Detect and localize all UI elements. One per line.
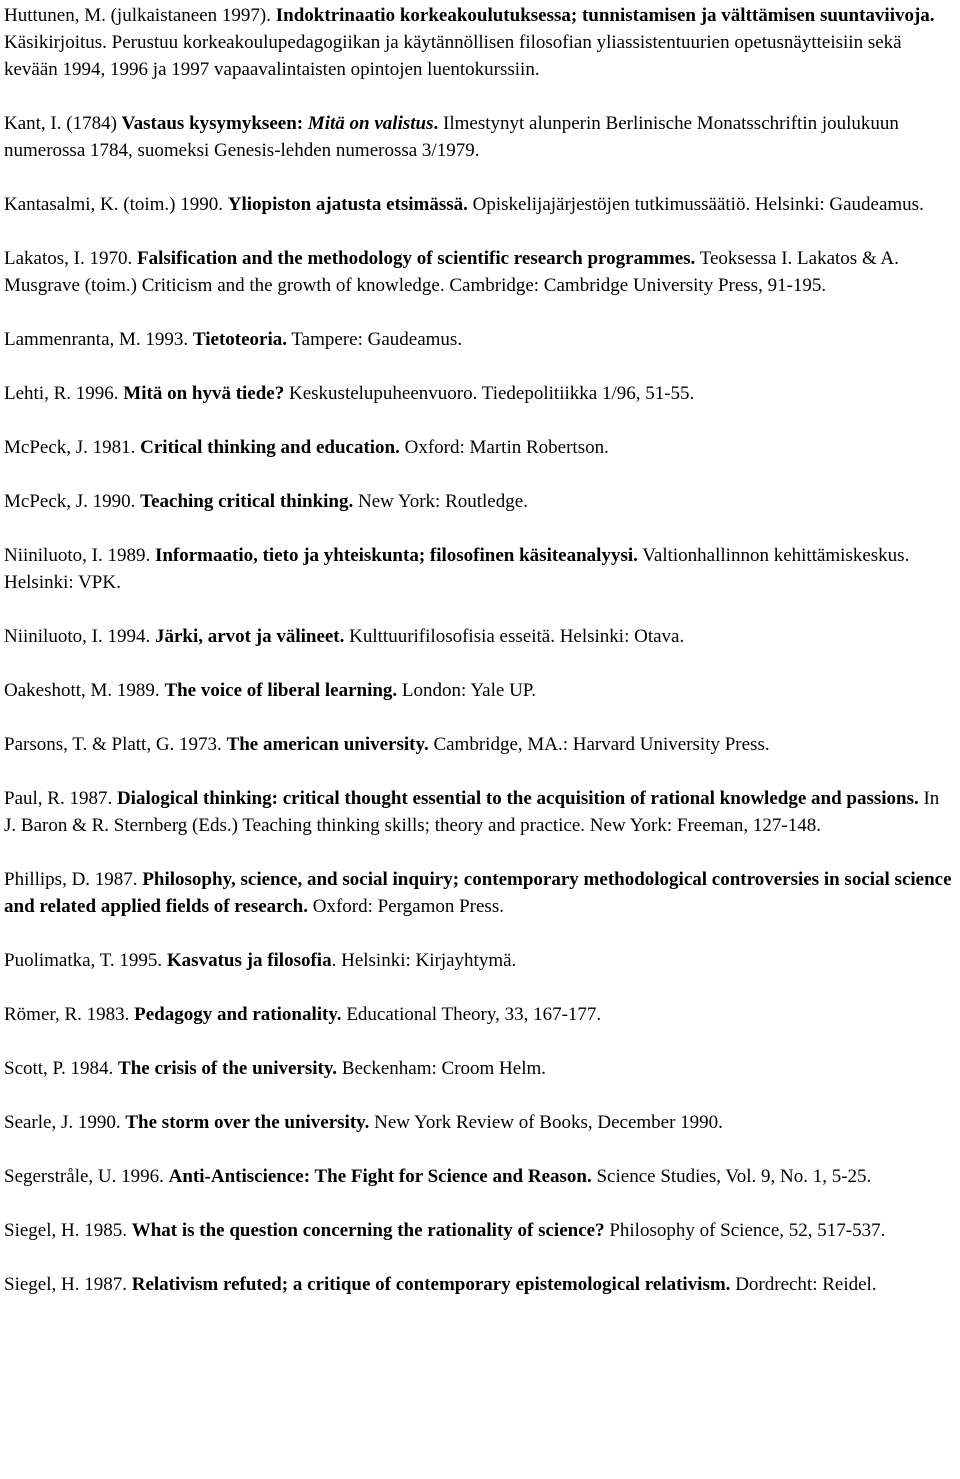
reference-entry: Kant, I. (1784) Vastaus kysymykseen: Mitä on valistus. Ilmestynyt alunperin Berlinische Monatsschriftin joulukuun numerossa 1784, suomeksi Genesis-lehden numerossa 3/1979. xyxy=(4,113,899,161)
reference-entry: Römer, R. 1983. Pedagogy and rationality. Educational Theory, 33, 167-177. xyxy=(4,1004,602,1025)
reference-entry: Niiniluoto, I. 1994. Järki, arvot ja välineet. Kulttuurifilosofisia esseitä. Helsinki: Otava. xyxy=(4,626,685,647)
reference-entry: Siegel, H. 1985. What is the question concerning the rationality of science? Philosophy of Science, 52, 517-537. xyxy=(4,1220,886,1241)
reference-entry: Lakatos, I. 1970. Falsification and the methodology of scientific research programmes. Teoksessa I. Lakatos & A. Musgrave (toim.) Criticism and the growth of knowledge. Cambridge: Cambridge University Press, 91-195. xyxy=(4,248,899,296)
reference-entry: Oakeshott, M. 1989. The voice of liberal learning. London: Yale UP. xyxy=(4,680,536,701)
reference-entry: Parsons, T. & Platt, G. 1973. The american university. Cambridge, MA.: Harvard University Press. xyxy=(4,734,770,755)
reference-entry: Phillips, D. 1987. Philosophy, science, and social inquiry; contemporary methodological controversies in social science and related applied fields of research. Oxford: Pergamon Press. xyxy=(4,869,952,917)
reference-entry: Siegel, H. 1987. Relativism refuted; a critique of contemporary epistemological relativism. Dordrecht: Reidel. xyxy=(4,1274,877,1295)
reference-entry: Huttunen, M. (julkaistaneen 1997). Indoktrinaatio korkeakoulutuksessa; tunnistamisen ja välttämisen suuntaviivoja. Käsikirjoitus. Perustuu korkeakoulupedagogiikan ja käytännöllisen filosofian yliassistentuurien opetusnäytteisiin sekä kevään 1994, 1996 ja 1997 vapaavalintaisten opintojen luentokurssiin. xyxy=(4,5,935,80)
reference-entry: McPeck, J. 1981. Critical thinking and education. Oxford: Martin Robertson. xyxy=(4,437,609,458)
reference-entry: Lehti, R. 1996. Mitä on hyvä tiede? Keskustelupuheenvuoro. Tiedepolitiikka 1/96, 51-55. xyxy=(4,383,695,404)
reference-entry: Scott, P. 1984. The crisis of the university. Beckenham: Croom Helm. xyxy=(4,1058,547,1079)
reference-entry: Searle, J. 1990. The storm over the university. New York Review of Books, December 1990. xyxy=(4,1112,723,1133)
reference-entry: McPeck, J. 1990. Teaching critical thinking. New York: Routledge. xyxy=(4,491,528,512)
reference-entry: Kantasalmi, K. (toim.) 1990. Yliopiston ajatusta etsimässä. Opiskelijajärjestöjen tutkimussäätiö. Helsinki: Gaudeamus. xyxy=(4,194,924,215)
reference-entry: Puolimatka, T. 1995. Kasvatus ja filosofia. Helsinki: Kirjayhtymä. xyxy=(4,950,517,971)
reference-entry: Segerstråle, U. 1996. Anti-Antiscience: The Fight for Science and Reason. Science Studies, Vol. 9, No. 1, 5-25. xyxy=(4,1166,872,1187)
reference-entry: Paul, R. 1987. Dialogical thinking: critical thought essential to the acquisition of rational knowledge and passions. In J. Baron & R. Sternberg (Eds.) Teaching thinking skills; theory and practice. New York: Freeman, 127-148. xyxy=(4,788,940,836)
reference-entry: Niiniluoto, I. 1989. Informaatio, tieto ja yhteiskunta; filosofinen käsiteanalyysi. Valtionhallinnon kehittämiskeskus. Helsinki: VPK. xyxy=(4,545,910,593)
reference-entry: Lammenranta, M. 1993. Tietoteoria. Tampere: Gaudeamus. xyxy=(4,329,463,350)
